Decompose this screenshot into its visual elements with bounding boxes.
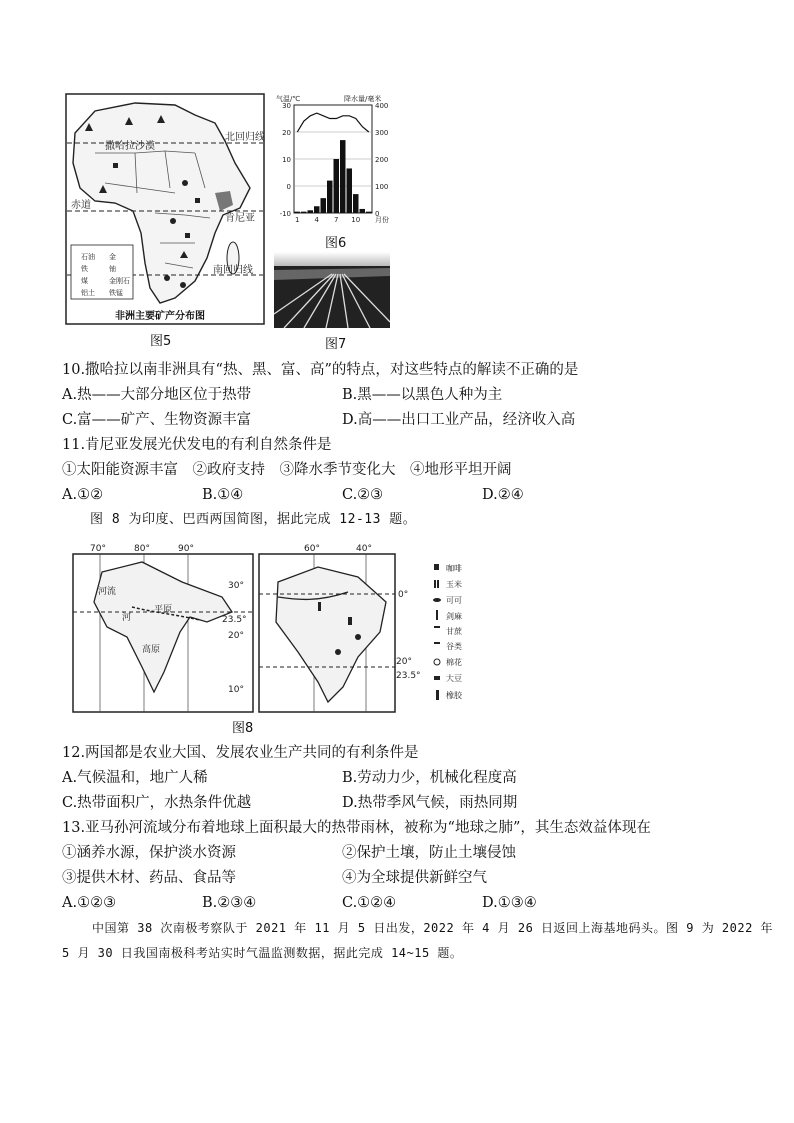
fig6-climate-chart <box>272 93 400 243</box>
fig8-legend-6: 棉花 <box>446 658 462 667</box>
fig7-caption: 图7 <box>325 337 347 352</box>
q13-item-3: ③提供木材、药品、食品等 <box>62 870 236 886</box>
q13-option-d[interactable]: D.①③④ <box>482 895 537 911</box>
fig8-legend-4: 甘蔗 <box>446 627 462 636</box>
fig6-right-axis-label: 降水量/毫米 <box>344 95 382 103</box>
fig6-precip-bar-7 <box>334 159 340 213</box>
fig6-left-tick: 0 <box>286 183 291 191</box>
fig8-legend-0: 咖啡 <box>446 564 462 573</box>
fig8-india-label-1: 河 <box>122 613 132 623</box>
fig6-right-tick: 400 <box>375 102 389 110</box>
fig5-legend-0: 石油 <box>81 253 95 261</box>
fig6-precip-bar-2 <box>301 212 307 213</box>
fig6-x-tick: 7 <box>334 216 339 224</box>
fig6-precip-bar-4 <box>314 206 320 213</box>
intro-fig8: 图 8 为印度、巴西两国简图，据此完成 12-13 题。 <box>90 512 417 527</box>
fig6-precip-bar-11 <box>360 209 366 213</box>
q10-stem: 10.撒哈拉以南非洲具有“热、黑、富、高”的特点，对这些特点的解读不正确的是 <box>62 362 579 378</box>
q13-option-c[interactable]: C.①②④ <box>342 895 397 911</box>
q13-stem: 13.亚马孙河流域分布着地球上面积最大的热带雨林，被称为“地球之肺”，其生态效益体现在 <box>62 820 651 836</box>
q13-item-2: ②保护土壤，防止土壤侵蚀 <box>342 845 516 861</box>
q11-stem: 11.肯尼亚发展光伏发电的有利自然条件是 <box>62 437 332 453</box>
fig6-right-tick: 200 <box>375 156 389 164</box>
fig8-india-lon-2: 90° <box>178 544 194 554</box>
fig5-africa-map <box>65 93 265 325</box>
fig6-x-unit: 月份 <box>375 216 389 224</box>
fig5-legend-1: 金 <box>109 253 116 261</box>
q12-option-c[interactable]: C.热带面积广，水热条件优越 <box>62 795 252 811</box>
fig5-legend-5: 金刚石 <box>109 277 130 285</box>
fig8-india-map <box>72 542 254 714</box>
fig6-left-tick: 30 <box>282 102 291 110</box>
fig8-india-lat-1: 23.5° <box>222 615 247 625</box>
q11-option-b[interactable]: B.①④ <box>202 487 244 503</box>
fig8-legend-2: 可可 <box>446 596 462 605</box>
fig5-map-title: 非洲主要矿产分布图 <box>115 311 205 322</box>
q11-option-a[interactable]: A.①② <box>62 487 104 503</box>
q13-option-b[interactable]: B.②③④ <box>202 895 257 911</box>
fig6-left-tick: -10 <box>279 210 291 218</box>
fig5-sahara-label: 撒哈拉沙漠 <box>105 141 155 152</box>
fig8-brazil-lat-1: 20° <box>396 657 412 667</box>
fig6-x-tick: 10 <box>351 216 361 224</box>
fig5-legend-7: 铁锰 <box>109 289 123 297</box>
q12-option-d[interactable]: D.热带季风气候，雨热同期 <box>342 795 518 811</box>
q10-option-a[interactable]: A.热——大部分地区位于热带 <box>62 387 252 403</box>
fig6-precip-bar-3 <box>308 210 314 213</box>
fig5-cancer-label: 北回归线 <box>225 132 265 143</box>
q12-stem: 12.两国都是农业大国、发展农业生产共同的有利条件是 <box>62 745 419 761</box>
fig6-left-tick: 10 <box>282 156 291 164</box>
fig6-left-axis-label: 气温/℃ <box>276 95 301 103</box>
fig8-legend-8: 橡胶 <box>446 691 462 700</box>
fig6-precip-bar-12 <box>366 212 372 213</box>
fig8-india-lat-2: 20° <box>228 631 244 641</box>
fig5-caption: 图5 <box>150 334 172 349</box>
fig6-precip-bar-1 <box>295 212 301 213</box>
fig5-legend-2: 铁 <box>81 265 88 273</box>
q10-option-c[interactable]: C.富——矿产、生物资源丰富 <box>62 412 252 428</box>
fig8-legend-7: 大豆 <box>446 674 462 683</box>
fig8-legend-5: 谷类 <box>446 642 462 651</box>
fig6-right-tick: 100 <box>375 183 389 191</box>
q10-option-b[interactable]: B.黑——以黑色人种为主 <box>342 387 503 403</box>
q11-items: ①太阳能资源丰富 ②政府支持 ③降水季节变化大 ④地形平坦开阔 <box>62 462 512 478</box>
fig6-precip-bar-10 <box>353 194 359 213</box>
fig8-caption: 图8 <box>232 721 254 736</box>
fig6-left-tick: 20 <box>282 129 291 137</box>
fig5-equator-label: 赤道 <box>71 200 91 211</box>
q10-option-d[interactable]: D.高——出口工业产品，经济收入高 <box>342 412 576 428</box>
fig5-legend-6: 铝土 <box>81 289 95 297</box>
q13-option-a[interactable]: A.①②③ <box>62 895 117 911</box>
fig8-brazil-lat-2: 23.5° <box>396 671 421 681</box>
fig8-legend-3: 剑麻 <box>446 612 462 621</box>
fig6-caption: 图6 <box>325 236 347 251</box>
fig8-india-label-0: 河流 <box>98 587 117 597</box>
fig8-india-lat-0: 30° <box>228 581 244 591</box>
fig6-precip-bar-5 <box>321 198 327 213</box>
fig5-legend-3: 铀 <box>109 265 116 273</box>
fig5-kenya-label: 肯尼亚 <box>225 213 255 224</box>
fig6-right-tick: 300 <box>375 129 389 137</box>
fig7-solar-photo <box>274 252 390 328</box>
fig5-capricorn-label: 南回归线 <box>213 265 253 276</box>
q12-option-b[interactable]: B.劳动力少，机械化程度高 <box>342 770 517 786</box>
fig8-india-lon-1: 80° <box>134 544 150 554</box>
q11-option-d[interactable]: D.②④ <box>482 487 524 503</box>
fig8-brazil-lat-0: 0° <box>398 590 409 600</box>
intro-fig9-line1: 中国第 38 次南极考察队于 2021 年 11 月 5 日出发，2022 年 4 月 26 日返回上海基地码头。图 9 为 2022 年 <box>92 921 774 935</box>
fig6-precip-bar-9 <box>347 168 353 213</box>
fig8-brazil-lon-0: 60° <box>304 544 320 554</box>
q11-option-c[interactable]: C.②③ <box>342 487 384 503</box>
fig8-brazil-map <box>258 542 436 714</box>
fig8-india-label-2: 平原 <box>154 605 173 615</box>
intro-fig9-line2: 5 月 30 日我国南极科考站实时气温监测数据，据此完成 14~15 题。 <box>62 946 463 960</box>
fig6-right-tick: 0 <box>375 210 380 218</box>
fig8-brazil-lon-1: 40° <box>356 544 372 554</box>
fig6-x-tick: 4 <box>314 216 319 224</box>
fig6-precip-bar-8 <box>340 140 346 213</box>
q13-item-1: ①涵养水源，保护淡水资源 <box>62 845 236 861</box>
fig8-india-lat-3: 10° <box>228 685 244 695</box>
fig5-legend-4: 煤 <box>81 277 88 285</box>
fig6-precip-bar-6 <box>327 181 333 213</box>
fig6-x-tick: 1 <box>295 216 300 224</box>
fig8-india-lon-0: 70° <box>90 544 106 554</box>
fig8-legend <box>432 560 482 710</box>
q13-item-4: ④为全球提供新鲜空气 <box>342 870 487 886</box>
fig8-india-label-3: 高原 <box>142 645 161 655</box>
fig8-legend-1: 玉米 <box>446 580 462 589</box>
q12-option-a[interactable]: A.气候温和，地广人稀 <box>62 770 208 786</box>
